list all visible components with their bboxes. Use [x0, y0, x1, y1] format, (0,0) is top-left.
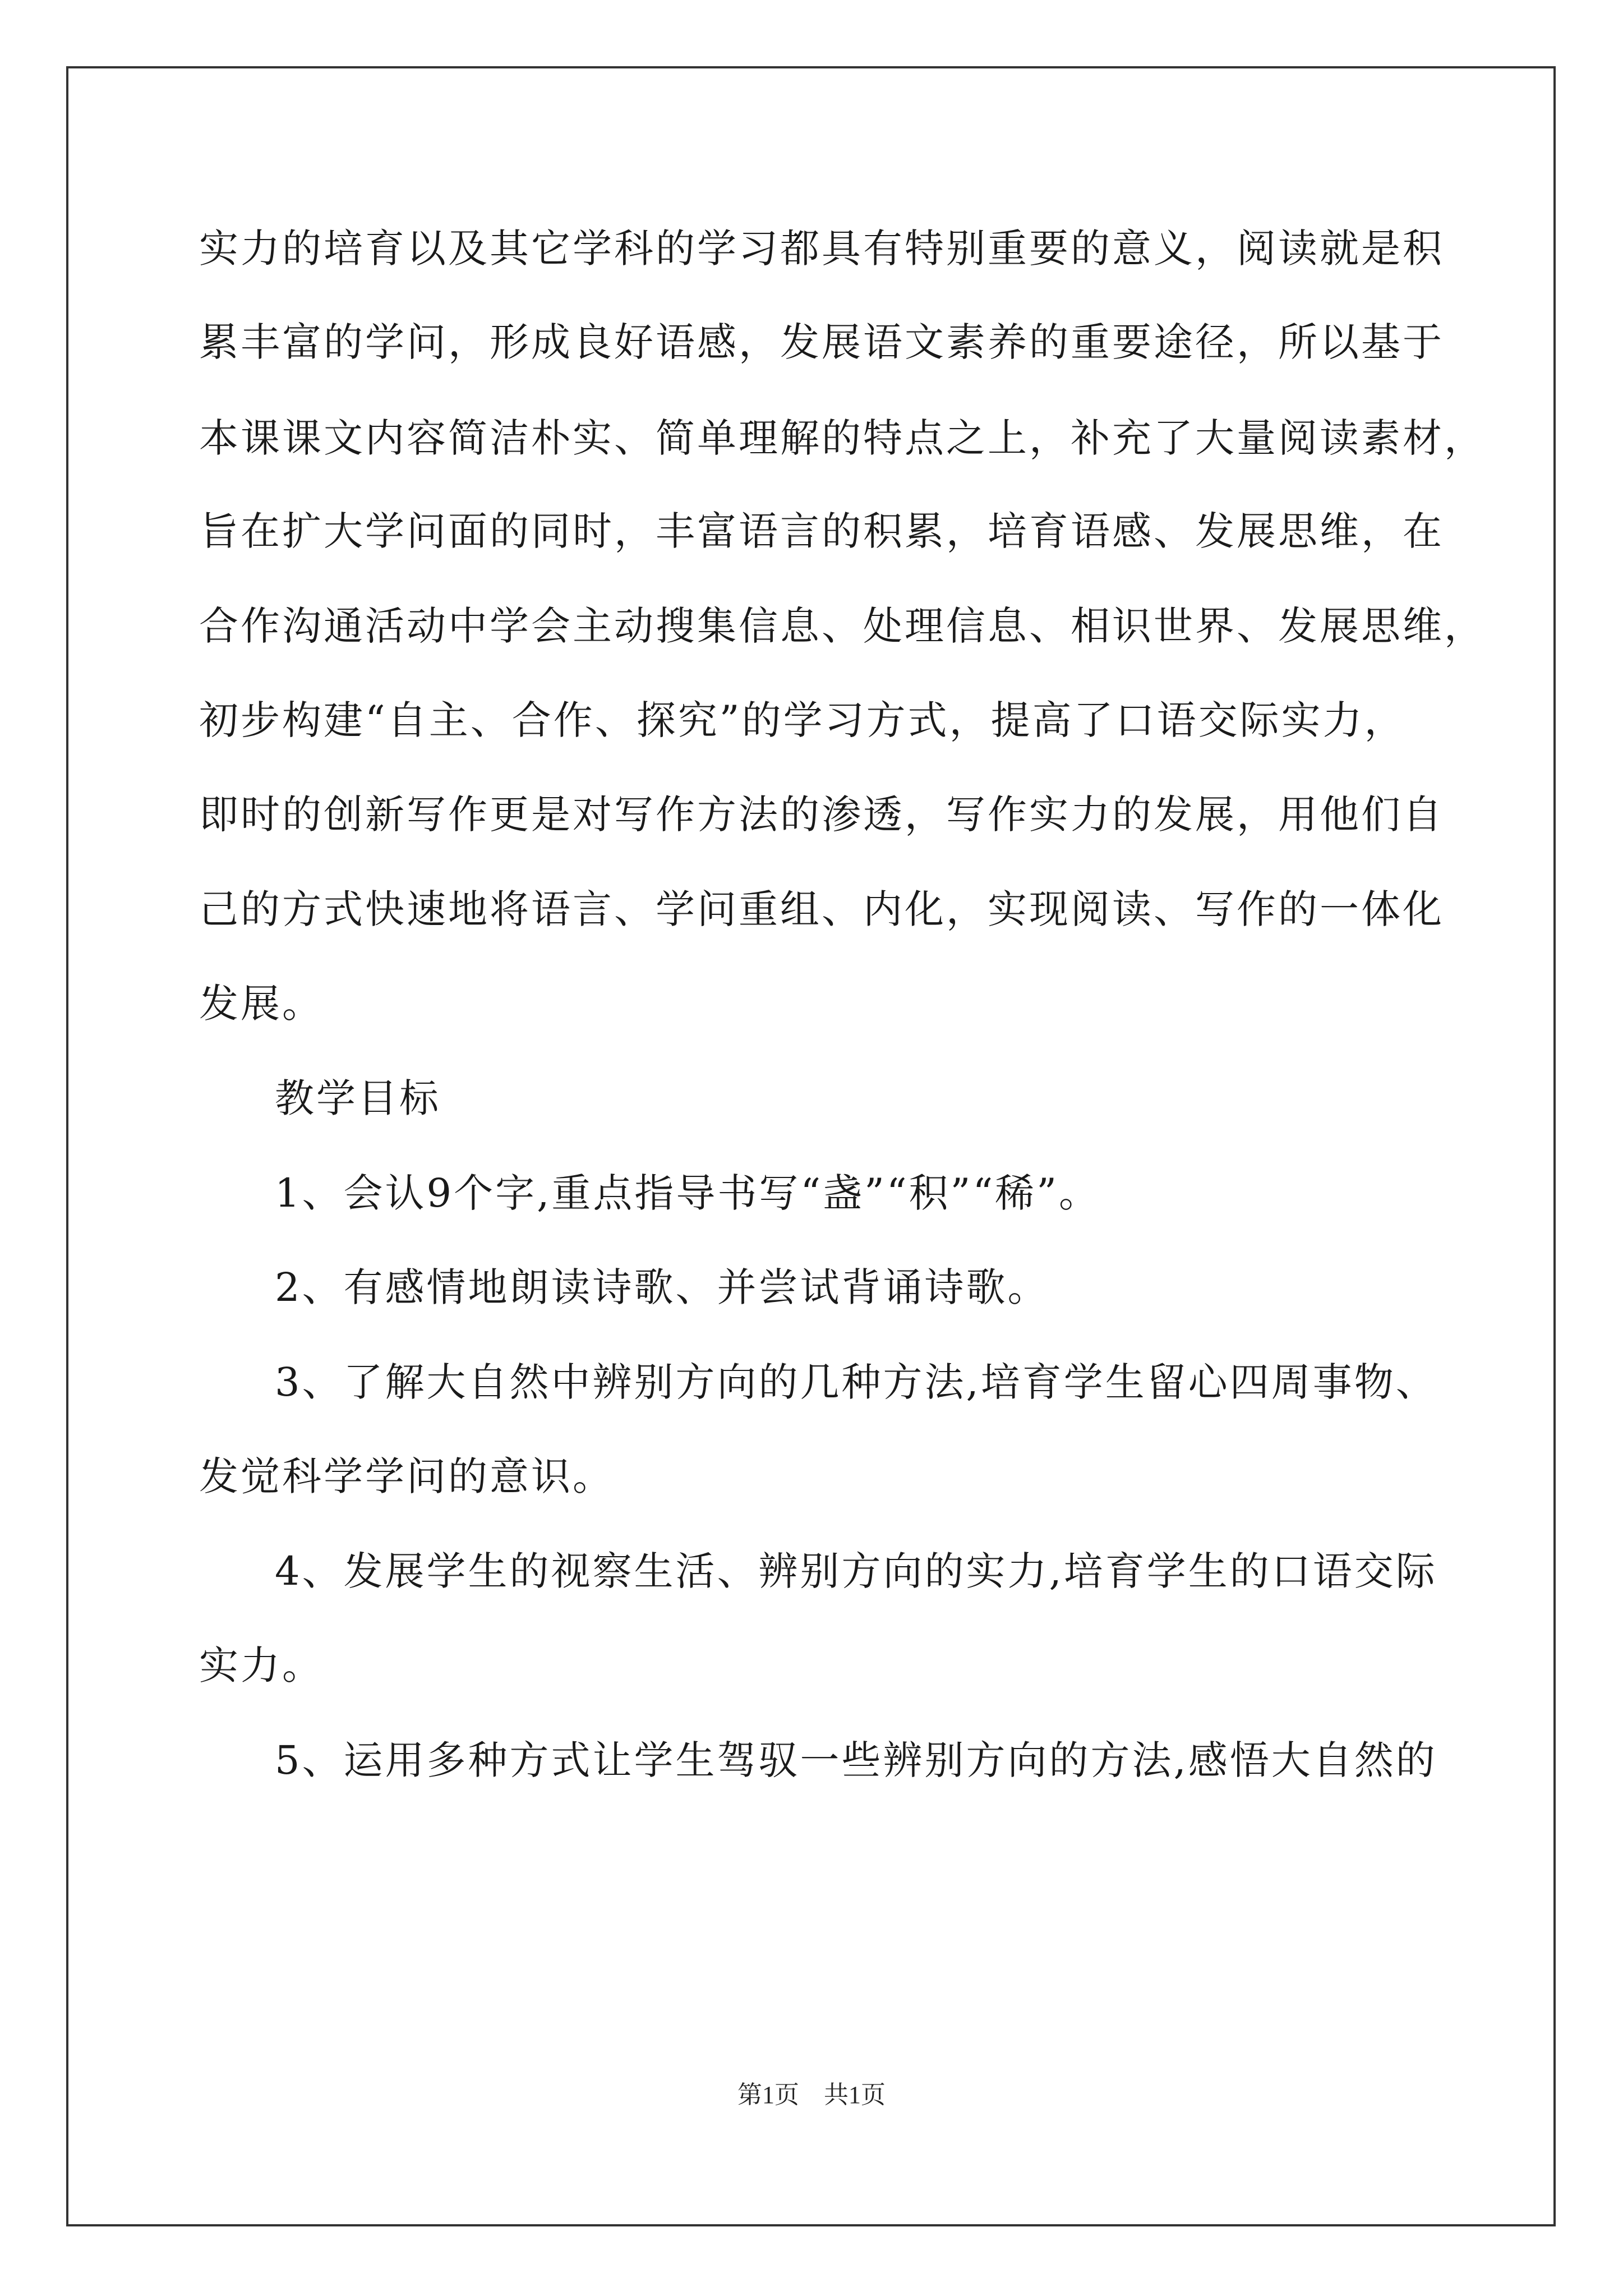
goal-item: 4、发展学生的视察生活、辨别方向的实力,培育学生的口语交际	[275, 1548, 1437, 1594]
page-border	[66, 66, 1556, 2226]
goal-item-continuation: 实力。	[199, 1642, 324, 1688]
paragraph-line: 己的方式快速地将语言、学问重组、内化，实现阅读、写作的一体化	[199, 886, 1444, 932]
paragraph-line: 累丰富的学问，形成良好语感，发展语文素养的重要途径，所以基于	[199, 319, 1444, 365]
goal-item-continuation: 发觉科学学问的意识。	[199, 1453, 614, 1499]
section-heading: 教学目标	[275, 1075, 441, 1121]
goal-item: 5、运用多种方式让学生驾驭一些辨别方向的方法,感悟大自然的	[275, 1737, 1437, 1783]
paragraph-line: 旨在扩大学问面的同时，丰富语言的积累，培育语感、发展思维，在	[199, 508, 1444, 554]
goal-item: 1、会认9个字,重点指导书写“盏”“积”“稀”。	[275, 1170, 1101, 1216]
paragraph-line: 本课课文内容简洁朴实、简单理解的特点之上，补充了大量阅读素材，	[199, 415, 1486, 461]
paragraph-line: 初步构建“自主、合作、探究”的学习方式，提高了口语交际实力，	[199, 697, 1406, 743]
goal-item: 2、有感情地朗读诗歌、并尝试背诵诗歌。	[275, 1264, 1049, 1310]
paragraph-line: 实力的培育以及其它学科的学习都具有特别重要的意义，阅读就是积	[199, 226, 1444, 272]
paragraph-line: 合作沟通活动中学会主动搜集信息、处理信息、相识世界、发展思维，	[199, 603, 1486, 649]
goal-item: 3、了解大自然中辨别方向的几种方法,培育学生留心四周事物、	[275, 1359, 1437, 1405]
page-footer: 第1页 共1页	[737, 2081, 886, 2109]
paragraph-line: 发展。	[199, 981, 324, 1027]
paragraph-line: 即时的创新写作更是对写作方法的渗透，写作实力的发展，用他们自	[199, 792, 1444, 838]
